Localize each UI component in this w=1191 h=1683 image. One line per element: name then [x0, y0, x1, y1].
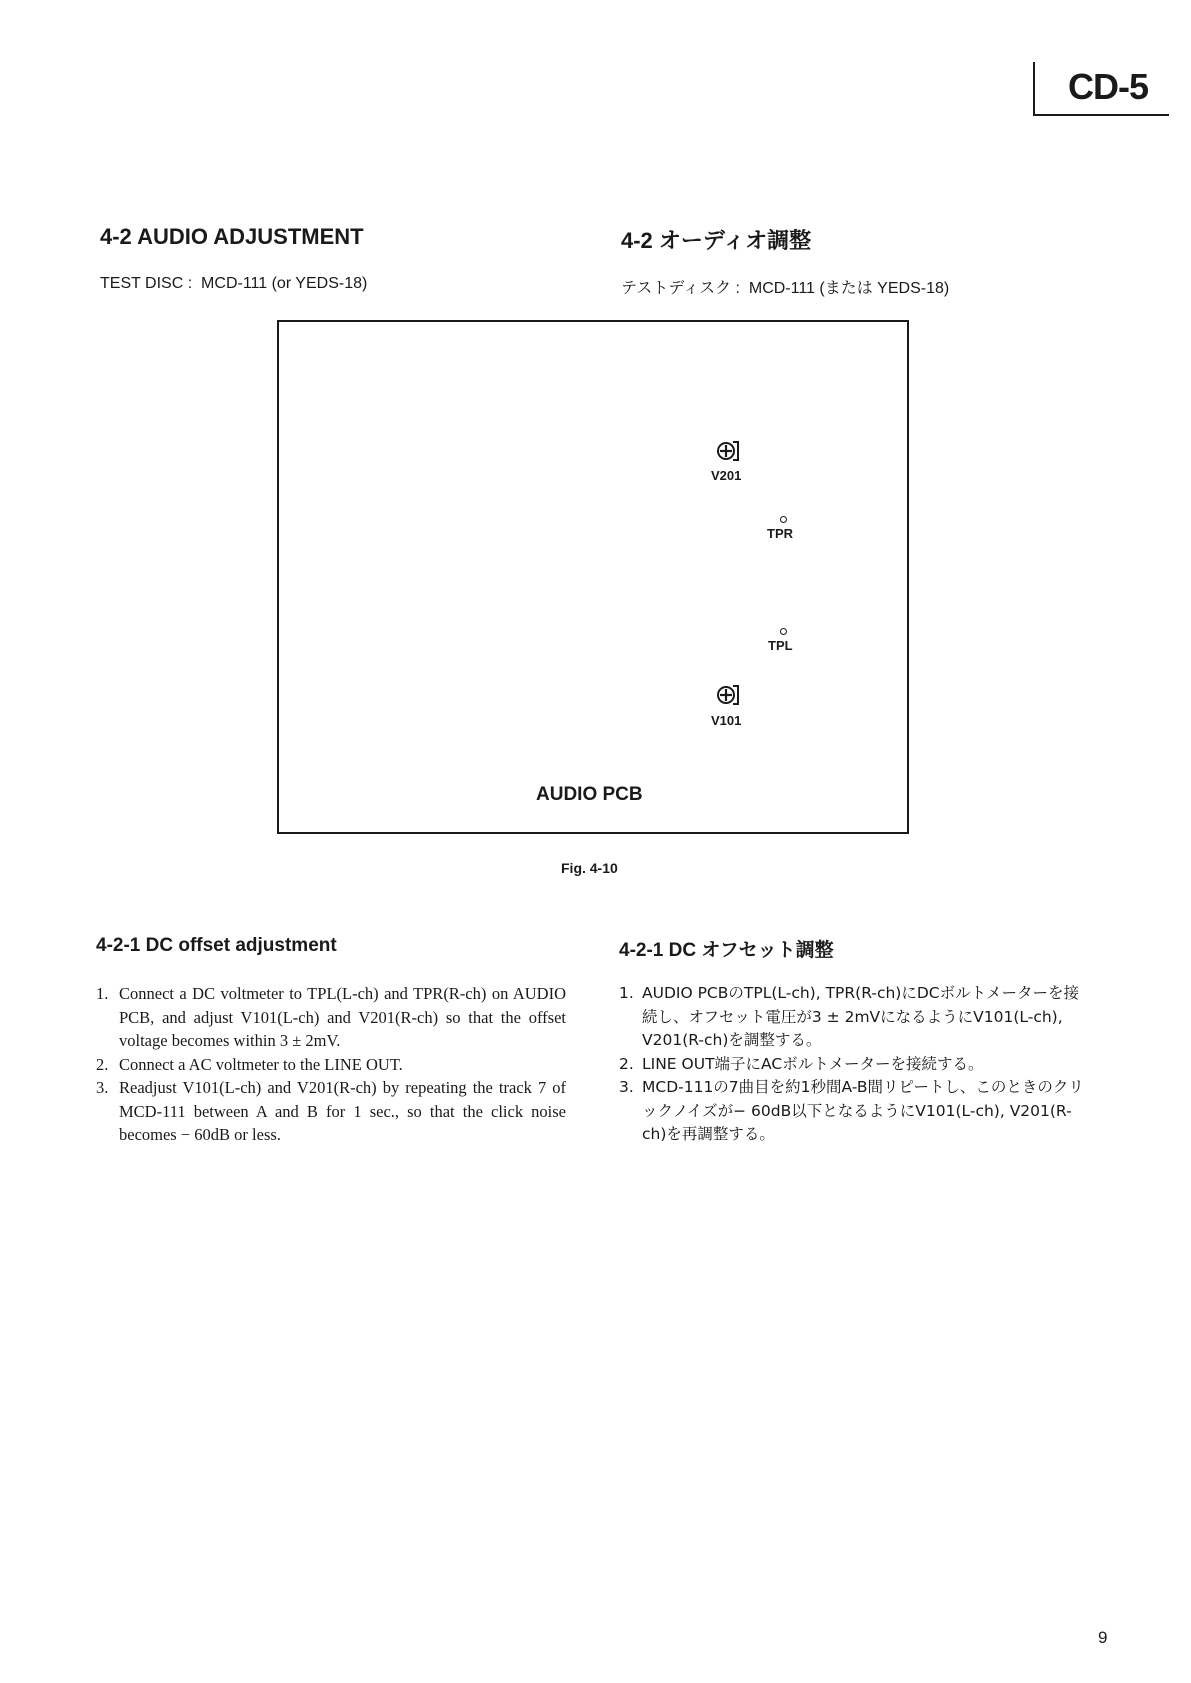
steps-jp-list	[619, 982, 1089, 1147]
test-disc-jp: テストディスク : MCD-111 (または YEDS-18)	[621, 280, 950, 297]
test-point-tpr-icon	[780, 516, 787, 523]
subsection-title-jp: 4-2-1 DC オフセット調整	[619, 940, 834, 961]
step-en-1: 1. Connect a DC voltmeter to TPL(L-ch) and TPR(R-ch) on AUDIO PCB, and adjust V101(L-ch) and V201(R-ch) so that the offset voltage becomes within 3 ± 2mV.	[96, 984, 566, 1050]
test-point-tpl-label: TPL	[768, 638, 793, 653]
step-jp-1: 1. AUDIO PCBのTPL(L-ch), TPR(R-ch)にDCボルトメーターを接続し、オフセット電圧が3 ± 2mVになるようにV101(L-ch), V201(R-ch)を調整する。	[619, 984, 1079, 1049]
pcb-title: AUDIO PCB	[536, 784, 643, 805]
steps-jp-column	[619, 982, 1089, 1147]
test-point-tpr-label: TPR	[767, 526, 793, 541]
subsection-title-en: 4-2-1 DC offset adjustment	[96, 935, 337, 956]
page-number: 9	[1098, 1628, 1108, 1647]
steps-en-list	[96, 982, 566, 1147]
test-disc-en: TEST DISC : MCD-111 (or YEDS-18)	[100, 275, 368, 292]
steps-en-column	[96, 982, 566, 1147]
model-rule-horizontal	[1033, 114, 1169, 116]
step-en-3: 3. Readjust V101(L-ch) and V201(R-ch) by repeating the track 7 of MCD-111 between A and B for 1 sec., so that the click noise becomes − 60dB or less.	[96, 1078, 566, 1144]
figure-caption: Fig. 4-10	[561, 860, 618, 876]
model-rule-vertical	[1033, 62, 1035, 116]
test-point-tpl-icon	[780, 628, 787, 635]
trimmer-v201-label: V201	[711, 468, 742, 483]
model-number: CD-5	[1068, 66, 1149, 107]
section-title-jp: 4-2 オーディオ調整	[621, 228, 812, 253]
audio-pcb-figure	[277, 320, 909, 834]
trimmer-v101-icon	[716, 684, 740, 706]
trimmer-v201-icon	[716, 440, 740, 462]
step-jp-2: 2. LINE OUT端子にACボルトメーターを接続する。	[619, 1054, 984, 1073]
step-jp-3: 3. MCD-111の7曲目を約1秒間A-B間リピートし、このときのクリックノイズが− 60dB以下となるようにV101(L-ch), V201(R-ch)を再調整する。	[619, 1078, 1084, 1143]
section-title-en: 4-2 AUDIO ADJUSTMENT	[100, 224, 364, 249]
trimmer-v101-label: V101	[711, 713, 742, 728]
step-en-2: 2. Connect a AC voltmeter to the LINE OUT.	[96, 1054, 403, 1074]
